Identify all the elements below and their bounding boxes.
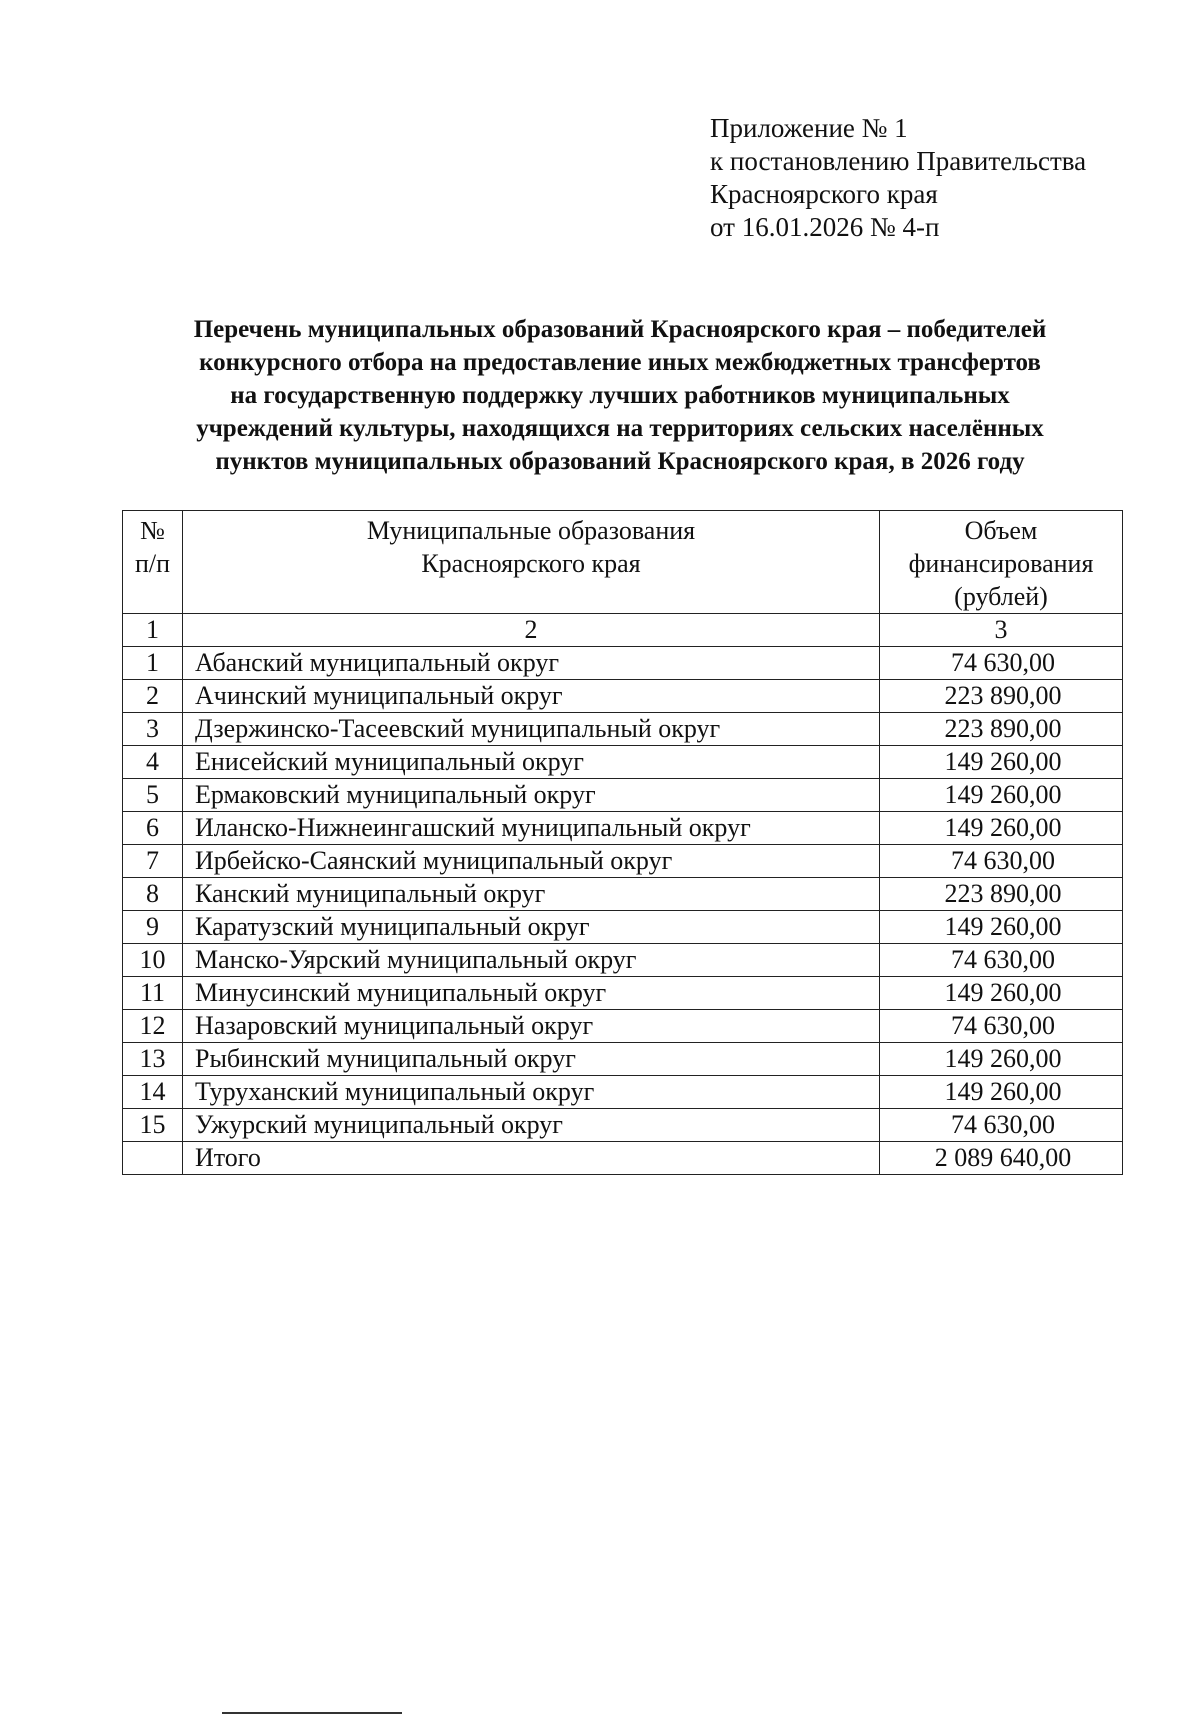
title-line: конкурсного отбора на предоставление иных межбюджетных трансфертов <box>199 349 1041 376</box>
table-row <box>123 746 1123 779</box>
appendix-line: Приложение № 1 <box>710 113 908 143</box>
row-number-cell: 15 <box>123 1109 183 1142</box>
title-line: пунктов муниципальных образований Красноярского края, в 2026 году <box>215 448 1025 475</box>
row-number-cell: 14 <box>123 1076 183 1109</box>
row-number-cell: 11 <box>123 977 183 1010</box>
municipality-cell: Рыбинский муниципальный округ <box>183 1043 880 1076</box>
table-row <box>123 1043 1123 1076</box>
municipality-cell: Енисейский муниципальный округ <box>183 746 880 779</box>
appendix-line: от 16.01.2026 № 4-п <box>710 212 940 242</box>
table-row <box>123 647 1123 680</box>
row-number-cell: 4 <box>123 746 183 779</box>
table-row <box>123 1010 1123 1043</box>
municipality-cell: Дзержинско-Тасеевский муниципальный округ <box>183 713 880 746</box>
table-row <box>123 944 1123 977</box>
title-line: учреждений культуры, находящихся на территориях сельских населённых <box>196 415 1044 442</box>
table-row <box>123 911 1123 944</box>
row-number-cell: 13 <box>123 1043 183 1076</box>
header-text: Муниципальные образования <box>366 516 696 545</box>
appendix-block <box>710 112 1086 244</box>
total-empty-cell <box>123 1142 183 1175</box>
table-row <box>123 977 1123 1010</box>
municipality-cell: Минусинский муниципальный округ <box>183 977 880 1010</box>
funding-amount-cell: 149 260,00 <box>880 779 1123 812</box>
municipality-cell: Абанский муниципальный округ <box>183 647 880 680</box>
column-index-row <box>123 614 1123 647</box>
municipality-cell: Назаровский муниципальный округ <box>183 1010 880 1043</box>
municipality-cell: Ужурский муниципальный округ <box>183 1109 880 1142</box>
footer-divider <box>222 1712 402 1714</box>
row-number-cell: 5 <box>123 779 183 812</box>
appendix-line: Красноярского края <box>710 179 938 209</box>
total-amount: 2 089 640,00 <box>880 1142 1123 1175</box>
municipality-cell: Ермаковский муниципальный округ <box>183 779 880 812</box>
funding-amount-cell: 223 890,00 <box>880 713 1123 746</box>
document-title <box>120 313 1120 478</box>
row-number-cell: 9 <box>123 911 183 944</box>
table-row <box>123 713 1123 746</box>
funding-amount-cell: 149 260,00 <box>880 746 1123 779</box>
row-number-cell: 1 <box>123 647 183 680</box>
funding-amount-cell: 149 260,00 <box>880 977 1123 1010</box>
funding-amount-cell: 74 630,00 <box>880 944 1123 977</box>
table-row <box>123 779 1123 812</box>
funding-amount-cell: 74 630,00 <box>880 845 1123 878</box>
municipality-cell: Канский муниципальный округ <box>183 878 880 911</box>
header-text: финансирования <box>908 549 1094 578</box>
municipality-cell: Туруханский муниципальный округ <box>183 1076 880 1109</box>
header-text: № <box>140 516 165 545</box>
funding-amount-cell: 149 260,00 <box>880 911 1123 944</box>
table-row <box>123 812 1123 845</box>
municipality-cell: Ирбейско-Саянский муниципальный округ <box>183 845 880 878</box>
column-index-cell: 3 <box>880 614 1123 647</box>
title-line: на государственную поддержку лучших работников муниципальных <box>230 382 1010 409</box>
funding-amount-cell: 149 260,00 <box>880 812 1123 845</box>
header-text: Красноярского края <box>421 549 641 578</box>
appendix-line: к постановлению Правительства <box>710 146 1087 176</box>
table-header-row <box>123 511 1123 614</box>
funding-table <box>122 510 1123 1175</box>
funding-amount-cell: 149 260,00 <box>880 1076 1123 1109</box>
funding-amount-cell: 74 630,00 <box>880 1010 1123 1043</box>
funding-amount-cell: 74 630,00 <box>880 1109 1123 1142</box>
total-row <box>123 1142 1123 1175</box>
row-number-cell: 2 <box>123 680 183 713</box>
row-number-cell: 7 <box>123 845 183 878</box>
municipality-cell: Манско-Уярский муниципальный округ <box>183 944 880 977</box>
row-number-cell: 12 <box>123 1010 183 1043</box>
row-number-cell: 6 <box>123 812 183 845</box>
funding-amount-cell: 74 630,00 <box>880 647 1123 680</box>
header-text: п/п <box>134 549 171 578</box>
municipality-cell: Ачинский муниципальный округ <box>183 680 880 713</box>
header-sum <box>880 511 1123 614</box>
total-label: Итого <box>183 1142 880 1175</box>
table-row <box>123 1109 1123 1142</box>
table-row <box>123 1076 1123 1109</box>
funding-amount-cell: 149 260,00 <box>880 1043 1123 1076</box>
table-row <box>123 680 1123 713</box>
funding-amount-cell: 223 890,00 <box>880 878 1123 911</box>
column-index-cell: 2 <box>183 614 880 647</box>
header-text: Объем <box>964 516 1038 545</box>
column-index-cell: 1 <box>123 614 183 647</box>
title-line: Перечень муниципальных образований Красноярского края – победителей <box>193 316 1047 343</box>
row-number-cell: 3 <box>123 713 183 746</box>
header-text: (рублей) <box>954 582 1048 611</box>
municipality-cell: Иланско-Нижнеингашский муниципальный округ <box>183 812 880 845</box>
municipality-cell: Каратузский муниципальный округ <box>183 911 880 944</box>
header-num <box>123 511 183 614</box>
table-row <box>123 845 1123 878</box>
row-number-cell: 8 <box>123 878 183 911</box>
table-row <box>123 878 1123 911</box>
funding-amount-cell: 223 890,00 <box>880 680 1123 713</box>
row-number-cell: 10 <box>123 944 183 977</box>
header-name <box>183 511 880 614</box>
